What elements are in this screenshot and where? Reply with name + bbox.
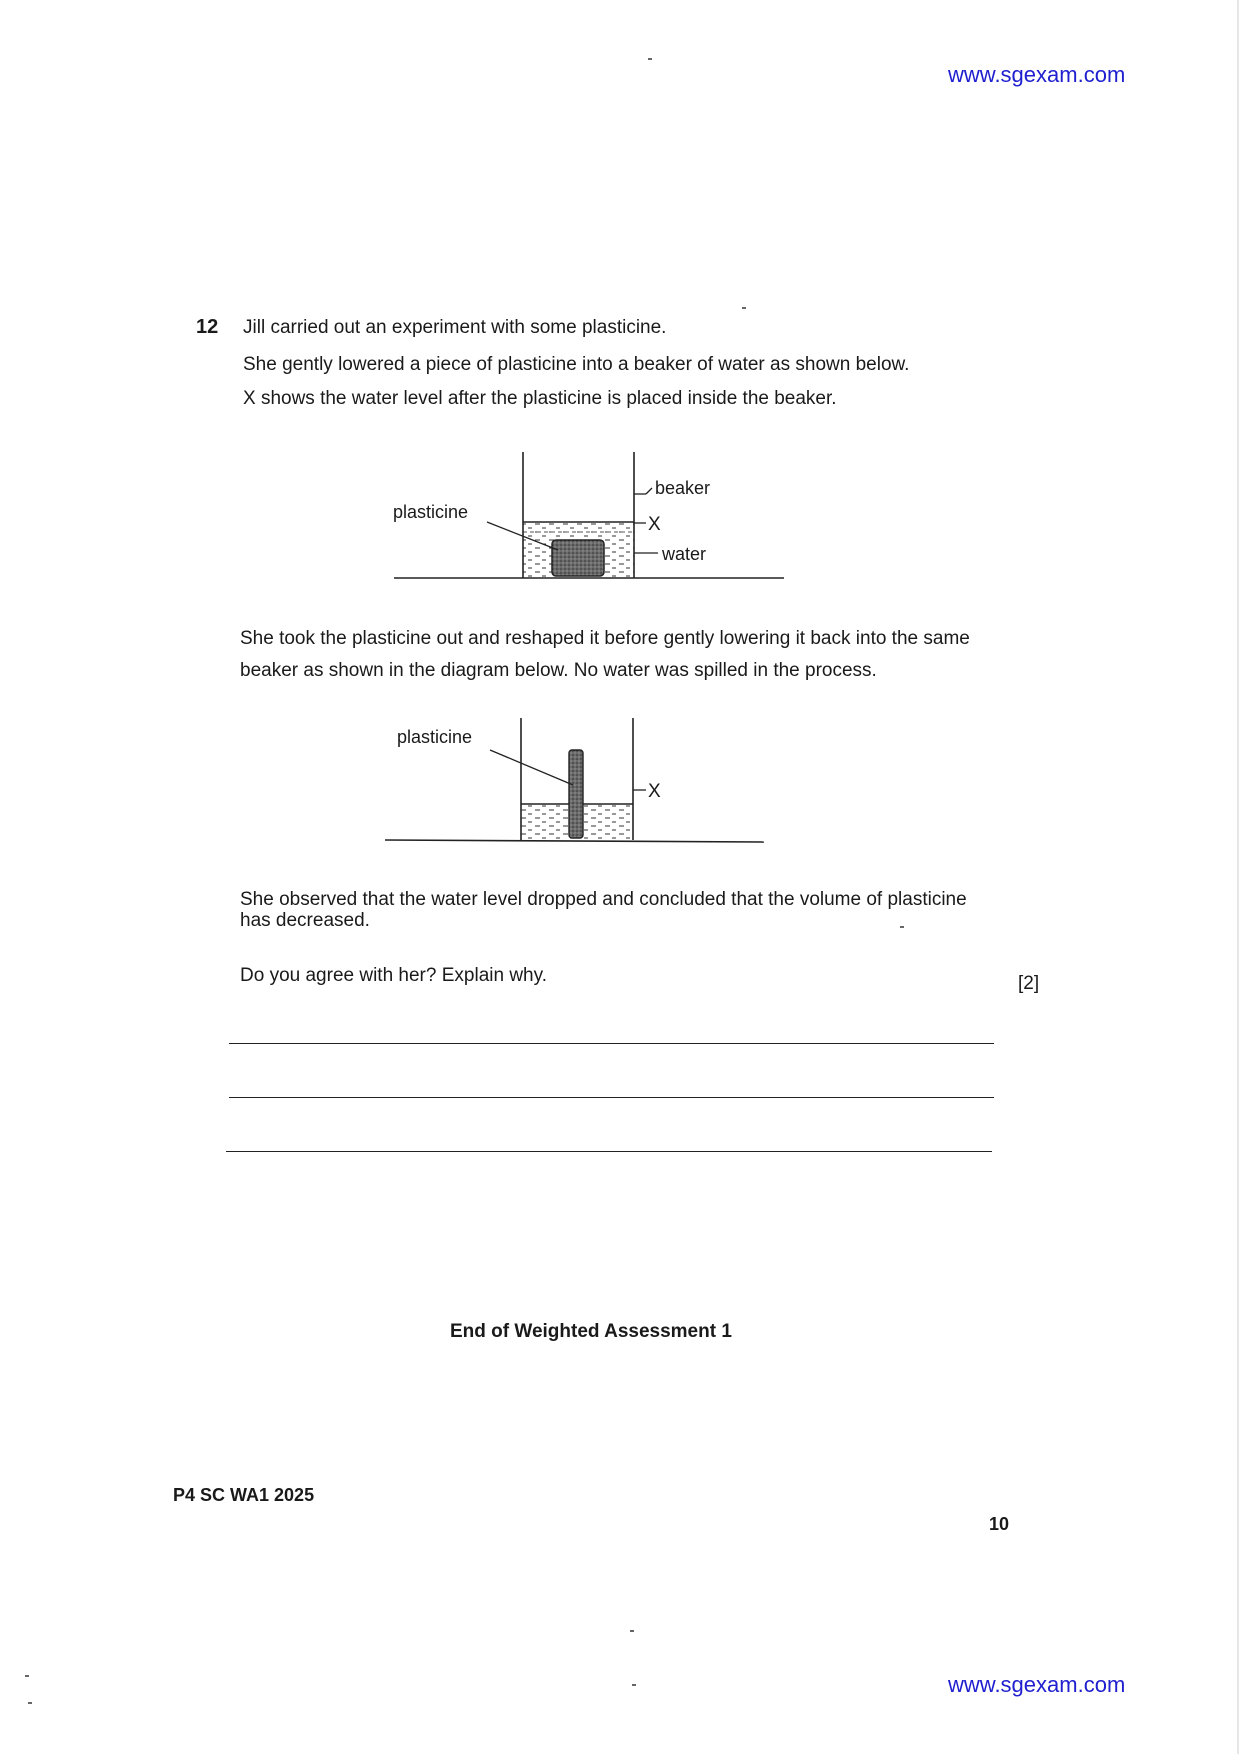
scan-speck bbox=[900, 926, 904, 928]
table-surface-2 bbox=[385, 840, 764, 842]
label-plasticine-2: plasticine bbox=[397, 727, 473, 747]
header-watermark[interactable]: www.sgexam.com bbox=[948, 62, 1126, 87]
scan-speck bbox=[630, 1630, 634, 1632]
answer-line-1[interactable] bbox=[229, 1043, 994, 1044]
middle-line-1: She took the plasticine out and reshaped it before gently lowering it back into the same bbox=[240, 628, 970, 649]
plasticine-rod bbox=[569, 750, 583, 838]
question-line-1: Jill carried out an experiment with some plasticine. bbox=[243, 317, 667, 338]
beaker-pointer bbox=[646, 488, 652, 494]
observation-line-1: She observed that the water level dropped and concluded that the volume of plasticine bbox=[240, 889, 967, 910]
scan-speck bbox=[742, 307, 746, 309]
paper-code: P4 SC WA1 2025 bbox=[173, 1485, 315, 1505]
plasticine-cube bbox=[552, 540, 604, 576]
diagram-beaker-rod bbox=[380, 710, 780, 850]
answer-line-3[interactable] bbox=[226, 1151, 992, 1152]
label-x: X bbox=[648, 514, 661, 535]
diagram-beaker-cube bbox=[380, 440, 800, 590]
page-number: 10 bbox=[989, 1514, 1010, 1534]
scan-speck bbox=[25, 1675, 29, 1677]
label-x-2: X bbox=[648, 781, 661, 802]
scan-speck bbox=[648, 58, 652, 60]
end-of-assessment: End of Weighted Assessment 1 bbox=[450, 1321, 732, 1342]
question-line-3: X shows the water level after the plasticine is placed inside the beaker. bbox=[243, 388, 837, 409]
scan-speck bbox=[28, 1702, 32, 1704]
question-line-2: She gently lowered a piece of plasticine into a beaker of water as shown below. bbox=[243, 354, 910, 375]
question-prompt: Do you agree with her? Explain why. bbox=[240, 965, 547, 986]
label-beaker: beaker bbox=[655, 478, 711, 498]
observation-line-2: has decreased. bbox=[240, 910, 370, 931]
answer-line-2[interactable] bbox=[229, 1097, 994, 1098]
question-number: 12 bbox=[196, 316, 219, 338]
footer-watermark[interactable]: www.sgexam.com bbox=[948, 1672, 1126, 1697]
plasticine-pointer-2 bbox=[490, 750, 573, 785]
label-plasticine: plasticine bbox=[393, 502, 469, 522]
marks-allocation: [2] bbox=[1018, 973, 1040, 994]
middle-line-2: beaker as shown in the diagram below. No water was spilled in the process. bbox=[240, 660, 877, 681]
scan-speck bbox=[632, 1684, 636, 1686]
label-water: water bbox=[662, 544, 707, 564]
